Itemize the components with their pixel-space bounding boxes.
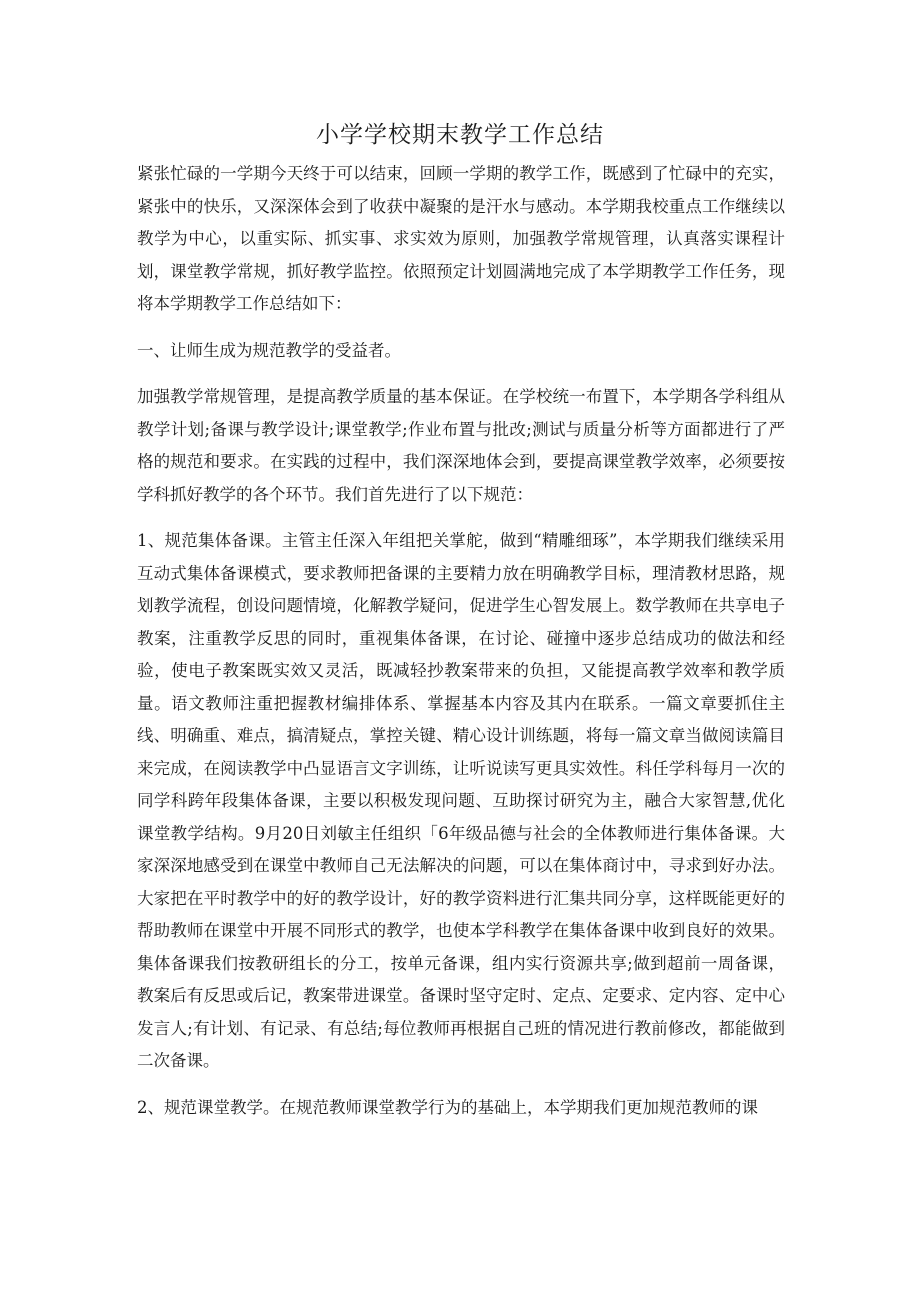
section-heading-1: 一、让师生成为规范教学的受益者。 xyxy=(137,340,401,360)
document-title: 小学学校期末教学工作总结 xyxy=(316,122,604,148)
paragraph-classroom-teaching: 2、规范课堂教学。在规范教师课堂教学行为的基础上，本学期我们更加规范教师的课 xyxy=(137,1097,758,1117)
document-body xyxy=(137,158,785,1124)
paragraph-routine-management: 加强教学常规管理，是提高教学质量的基本保证。在学校统一布置下，本学期各学科组从教学计划;备课与教学设计;课堂教学;作业布置与批改;测试与质量分析等方面都进行了严格的规范和要求。在实践的过程中，我们深深地体会到，要提高课堂教学效率，必须要按学科抓好教学的各个环节。我们首先进行了以下规范： xyxy=(137,387,785,504)
paragraph-intro: 紧张忙碌的一学期今天终于可以结束，回顾一学期的教学工作，既感到了忙碌中的充实，紧张中的快乐，又深深体会到了收获中凝聚的是汗水与感动。本学期我校重点工作继续以教学为中心，以重实际、抓实事、求实效为原则，加强教学常规管理，认真落实课程计划，课堂教学常规，抓好教学监控。依照预定计划圆满地完成了本学期教学工作任务，现将本学期教学工作总结如下： xyxy=(137,164,785,313)
paragraph-collective-lesson-prep: 1、规范集体备课。主管主任深入年组把关掌舵，做到“精雕细琢”，本学期我们继续采用互动式集体备课模式，要求教师把备课的主要精力放在明确教学目标，理清教材思路，规划教学流程，创设问题情境，化解教学疑问，促进学生心智发展上。数学教师在共享电子教案，注重教学反思的同时，重视集体备课，在讨论、碰撞中逐步总结成功的做法和经验，使电子教案既实效又灵活，既减轻抄教案带来的负担，又能提高教学效率和教学质量。语文教师注重把握教材编排体系、掌握基本内容及其内在联系。一篇文章要抓住主线、明确重、难点，搞清疑点，掌控关键、精心设计训练题，将每一篇文章当做阅读篇目来完成，在阅读教学中凸显语言文字训练，让听说读写更具实效性。科任学科每月一次的同学科跨年段集体备课，主要以积极发现问题、互助探讨研究为主，融合大家智慧,优化课堂教学结构。9月20日刘敏主任组织「6年级品德与社会的全体教师进行集体备课。大家深深地感受到在课堂中教师自己无法解决的问题，可以在集体商讨中，寻求到好办法。大家把在平时教学中的好的教学设计，好的教学资料进行汇集共同分享，这样既能更好的帮助教师在课堂中开展不同形式的教学，也使本学科教学在集体备课中收到良好的效果。集体备课我们按教研组长的分工，按单元备课，组内实行资源共享;做到超前一周备课，教案后有反思或后记，教案带进课堂。备课时坚守定时、定点、定要求、定内容、定中心发言人;有计划、有记录、有总结;每位教师再根据自己班的情况进行教前修改，都能做到二次备课。 xyxy=(137,531,785,1070)
